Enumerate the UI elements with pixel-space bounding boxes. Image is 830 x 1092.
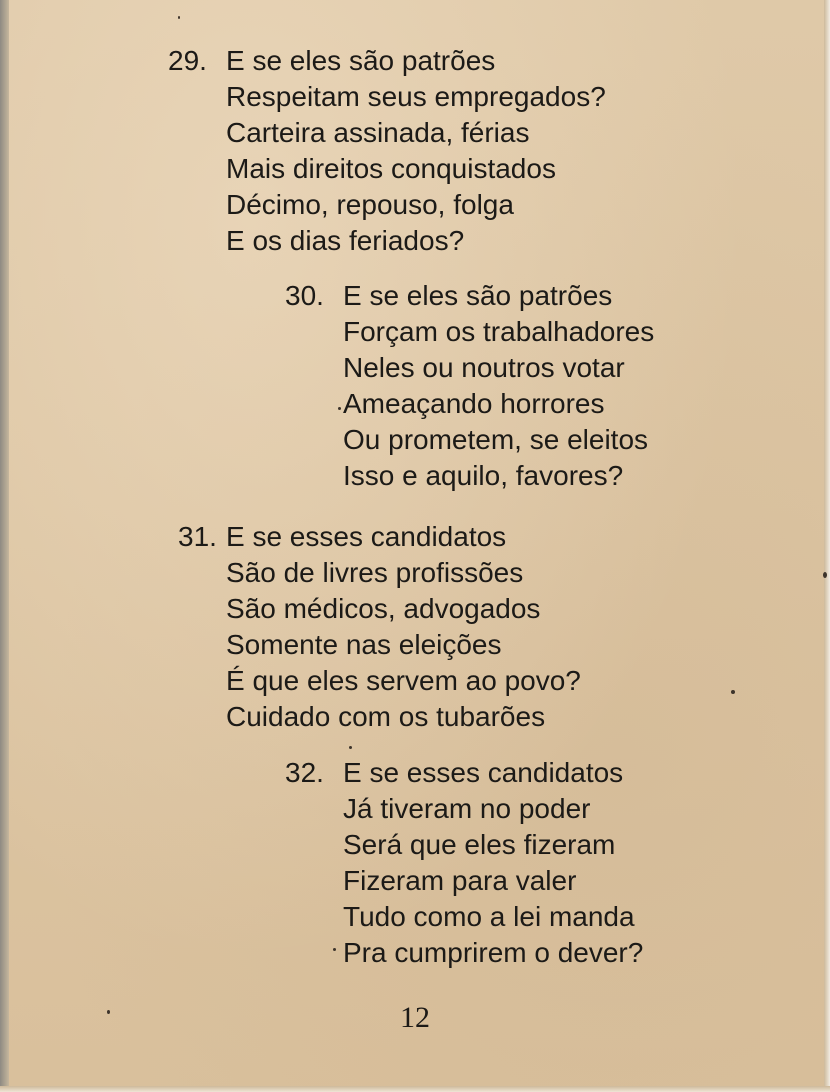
stanza-30 <box>285 278 655 494</box>
verse-line: Fizeram para valer <box>343 865 577 896</box>
verse-line: Já tiveram no poder <box>343 793 591 824</box>
verse-line: E se esses candidatos <box>226 521 507 552</box>
stanza-32 <box>285 755 644 971</box>
stanza-31 <box>178 519 581 735</box>
paper-speck <box>333 948 336 951</box>
paper-speck <box>178 16 180 19</box>
verse-line: Será que eles fizeram <box>343 829 616 860</box>
paper-speck <box>349 746 352 749</box>
verse-line: Mais direitos conquistados <box>226 153 556 184</box>
verse-line: Tudo como a lei manda <box>343 901 635 932</box>
paper-speck <box>338 407 341 410</box>
verse-line: São médicos, advogados <box>226 593 541 624</box>
verse-line: Forçam os trabalhadores <box>343 316 655 347</box>
verse-line: E se eles são patrões <box>343 280 613 311</box>
stanza-number: 30. <box>285 280 324 311</box>
stanza-number: 29. <box>168 45 207 76</box>
verse-line: Carteira assinada, férias <box>226 117 530 148</box>
verse-line: Ou prometem, se eleitos <box>343 424 649 455</box>
verse-line: Pra cumprirem o dever? <box>343 937 644 968</box>
paper-speck <box>823 572 827 578</box>
verse-line: Somente nas eleições <box>226 629 502 660</box>
verse-line: É que eles servem ao povo? <box>226 665 581 696</box>
page-left-edge-shadow <box>0 0 9 1092</box>
page-bottom-edge <box>0 1086 830 1092</box>
verse-line: Respeitam seus empregados? <box>226 81 606 112</box>
verse-line: E se eles são patrões <box>226 45 496 76</box>
verse-line: E se esses candidatos <box>343 757 624 788</box>
page-right-edge <box>824 0 830 1092</box>
verse-line: Neles ou noutros votar <box>343 352 625 383</box>
verse-line: Ameaçando horrores <box>343 388 605 419</box>
stanza-number: 31. <box>178 521 217 552</box>
verse-line: São de livres profissões <box>226 557 524 588</box>
page-number: 12 <box>400 1001 430 1034</box>
paper-speck <box>731 690 735 694</box>
paper-speck <box>107 1010 110 1014</box>
verse-line: E os dias feriados? <box>226 225 465 256</box>
verse-line: Isso e aquilo, favores? <box>343 460 624 491</box>
stanza-number: 32. <box>285 757 324 788</box>
stanza-29 <box>168 43 606 259</box>
verse-line: Décimo, repouso, folga <box>226 189 514 220</box>
verse-line: Cuidado com os tubarões <box>226 701 546 732</box>
